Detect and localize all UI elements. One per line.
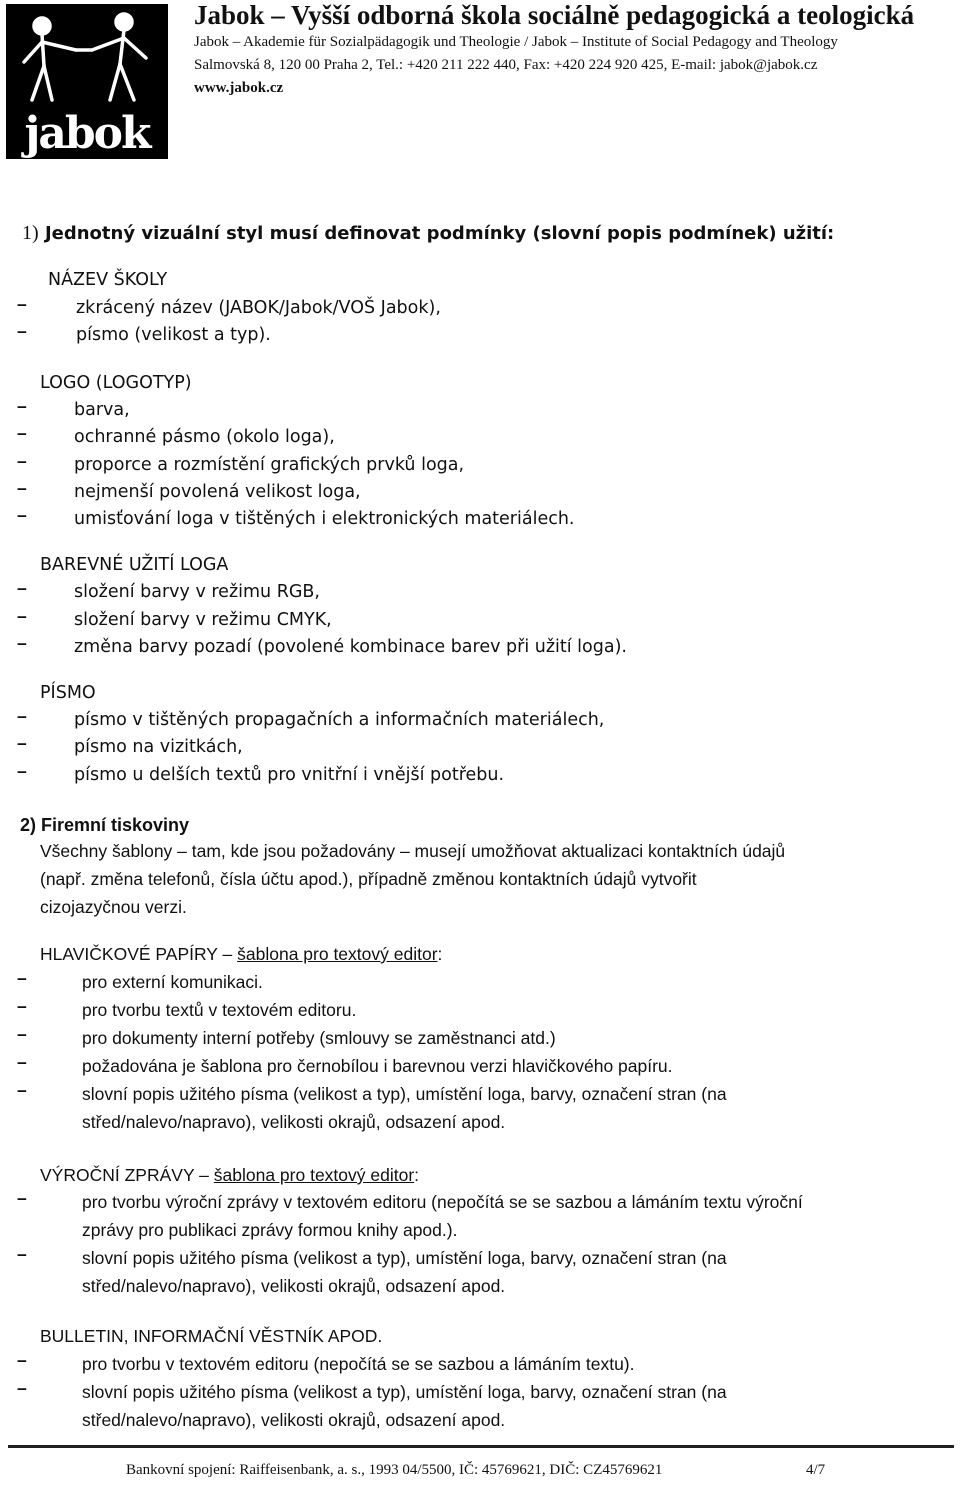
logo-section-title: LOGO (LOGOTYP) xyxy=(40,373,192,393)
bullet-dash: – xyxy=(17,733,27,753)
bullet-dash: – xyxy=(17,451,27,471)
list-item: pro tvorbu v textovém editoru (nepočítá se se sazbou a lámáním textu). xyxy=(82,1354,635,1374)
template-link[interactable]: šablona pro textový editor xyxy=(237,944,438,964)
bullet-dash: – xyxy=(17,1052,27,1072)
bulletin-title: BULLETIN, INFORMAČNÍ VĚSTNÍK APOD. xyxy=(40,1326,383,1346)
nazev-skoly-title: NÁZEV ŠKOLY xyxy=(48,270,168,290)
vyrocni-title: VÝROČNÍ ZPRÁVY – šablona pro textový editor: xyxy=(40,1165,420,1185)
list-item: písmo u delších textů pro vnitřní i vnější potřebu. xyxy=(74,765,505,785)
section2-intro-line: Všechny šablony – tam, kde jsou požadovány – musejí umožňovat aktualizaci kontaktních údajů xyxy=(40,841,786,861)
bullet-dash: – xyxy=(17,578,27,598)
pismo-title: PÍSMO xyxy=(40,683,96,703)
bullet-dash: – xyxy=(17,1188,27,1208)
school-address: Salmovská 8, 120 00 Praha 2, Tel.: +420 211 222 440, Fax: +420 224 920 425, E-mail: jabok@jabok.cz xyxy=(194,57,818,73)
bullet-dash: – xyxy=(17,321,27,341)
section2-intro-line: (např. změna telefonů, čísla účtu apod.), případně změnou kontaktních údajů vytvořit xyxy=(40,869,697,889)
list-item: písmo (velikost a typ). xyxy=(76,325,271,345)
list-item: pro externí komunikaci. xyxy=(82,972,263,992)
bullet-dash: – xyxy=(17,423,27,443)
bullet-dash: – xyxy=(17,1350,27,1370)
bullet-dash: – xyxy=(17,996,27,1016)
bullet-dash: – xyxy=(17,1024,27,1044)
list-item-continuation: střed/nalevo/napravo), velikosti okrajů, odsazení apod. xyxy=(82,1410,506,1430)
bullet-dash: – xyxy=(17,633,27,653)
school-logo: jabok xyxy=(6,4,168,159)
list-item-continuation: střed/nalevo/napravo), velikosti okrajů, odsazení apod. xyxy=(82,1112,506,1132)
bullet-dash: – xyxy=(17,1244,27,1264)
list-item: umisťování loga v tištěných i elektronických materiálech. xyxy=(74,509,575,529)
list-item: písmo na vizitkách, xyxy=(74,737,243,757)
footer-bank-info: Bankovní spojení: Raiffeisenbank, a. s., 1993 04/5500, IČ: 45769621, DIČ: CZ45769621 xyxy=(126,1462,663,1478)
school-subtitle: Jabok – Akademie für Sozialpädagogik und Theologie / Jabok – Institute of Social Pedagogy and Theology xyxy=(194,34,838,50)
school-web: www.jabok.cz xyxy=(194,80,284,96)
bullet-dash: – xyxy=(17,478,27,498)
list-item-continuation: zprávy pro publikaci zprávy formou knihy apod.). xyxy=(82,1220,458,1240)
list-item: pro dokumenty interní potřeby (smlouvy se zaměstnanci atd.) xyxy=(82,1028,556,1048)
section2-intro-line: cizojazyčnou verzi. xyxy=(40,897,187,917)
bullet-dash: – xyxy=(17,396,27,416)
bullet-dash: – xyxy=(17,968,27,988)
list-item: barva, xyxy=(74,400,130,420)
bullet-dash: – xyxy=(17,1080,27,1100)
template-link[interactable]: šablona pro textový editor xyxy=(213,1165,415,1185)
bullet-dash: – xyxy=(17,761,27,781)
list-item: ochranné pásmo (okolo loga), xyxy=(74,427,335,447)
school-title: Jabok – Vyšší odborná škola sociálně pedagogická a teologická xyxy=(194,0,915,30)
list-item: nejmenší povolená velikost loga, xyxy=(74,482,361,502)
list-item: slovní popis užitého písma (velikost a typ), umístění loga, barvy, označení stran (na xyxy=(82,1248,727,1268)
bullet-dash: – xyxy=(17,505,27,525)
page-number: 4/7 xyxy=(806,1462,826,1478)
bullet-dash: – xyxy=(17,606,27,626)
barevne-title: BAREVNÉ UŽITÍ LOGA xyxy=(40,555,229,575)
list-item: písmo v tištěných propagačních a informačních materiálech, xyxy=(74,710,605,730)
list-item: proporce a rozmístění grafických prvků loga, xyxy=(74,455,465,475)
list-item: pro tvorbu výroční zprávy v textovém editoru (nepočítá se se sazbou a lámáním textu výroční xyxy=(82,1192,803,1212)
list-item: složení barvy v režimu RGB, xyxy=(74,582,320,602)
footer-divider xyxy=(8,1445,954,1448)
list-item: slovní popis užitého písma (velikost a typ), umístění loga, barvy, označení stran (na xyxy=(82,1382,727,1402)
bullet-dash: – xyxy=(17,706,27,726)
bullet-dash: – xyxy=(17,294,27,314)
list-item: požadována je šablona pro černobílou i barevnou verzi hlavičkového papíru. xyxy=(82,1056,673,1076)
list-item: pro tvorbu textů v textovém editoru. xyxy=(82,1000,357,1020)
people-logo-icon xyxy=(6,4,168,109)
section2-heading: 2) Firemní tiskoviny xyxy=(20,815,190,835)
section1-heading: 1) Jednotný vizuální styl musí definovat podmínky (slovní popis podmínek) užití: xyxy=(22,222,835,244)
list-item: slovní popis užitého písma (velikost a typ), umístění loga, barvy, označení stran (na xyxy=(82,1084,727,1104)
bullet-dash: – xyxy=(17,1378,27,1398)
list-item-continuation: střed/nalevo/napravo), velikosti okrajů, odsazení apod. xyxy=(82,1276,506,1296)
list-item: zkrácený název (JABOK/Jabok/VOŠ Jabok), xyxy=(76,298,441,318)
list-item: změna barvy pozadí (povolené kombinace barev při užití loga). xyxy=(74,637,627,657)
hlavickove-title: HLAVIČKOVÉ PAPÍRY – šablona pro textový editor: xyxy=(40,944,443,964)
list-item: složení barvy v režimu CMYK, xyxy=(74,610,332,630)
